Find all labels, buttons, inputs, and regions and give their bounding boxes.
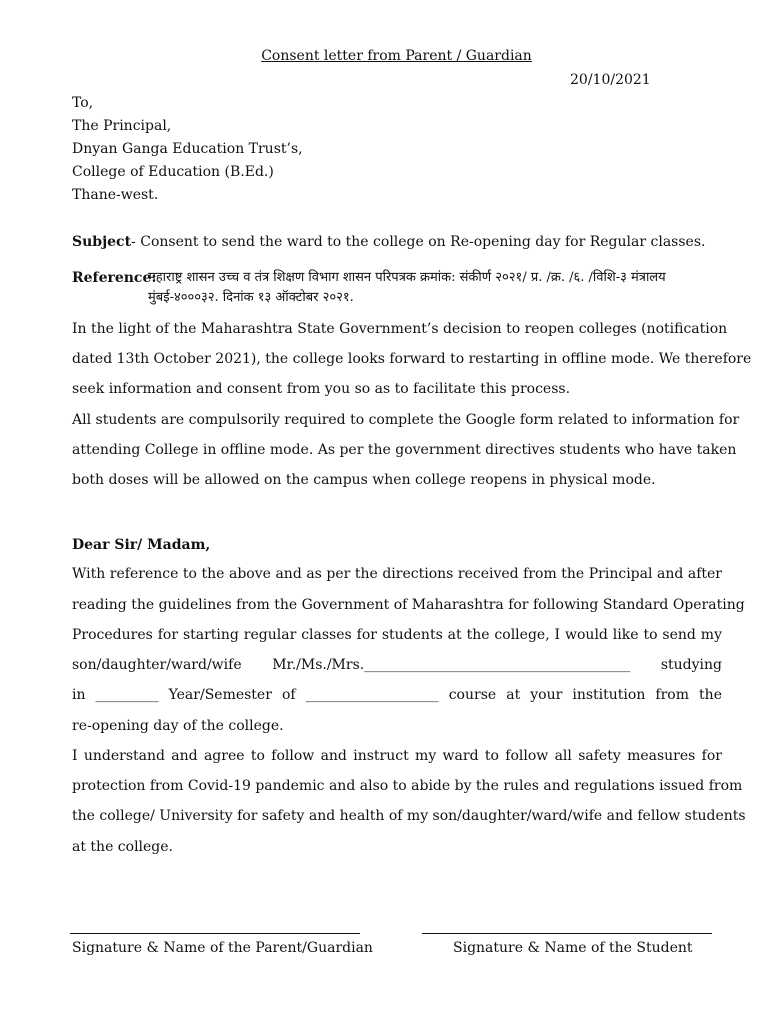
body-line: the college/ University for safety and health of my son/daughter/ward/wife and fellow students bbox=[72, 808, 746, 824]
subject-text: - Consent to send the ward to the college on Re-opening day for Regular classes. bbox=[131, 234, 706, 250]
body-line: I understand and agree to follow and instruct my ward to follow all safety measures for bbox=[72, 748, 722, 764]
subject-label: Subject bbox=[72, 234, 132, 250]
reference-line: महाराष्ट्र शासन उच्च व तंत्र शिक्षण विभाग शासन परिपत्रक क्रमांक: संकीर्ण २०२१/ प्र. /क्र. /६. /विशि-३ मंत्रालय bbox=[148, 270, 666, 285]
salutation: Dear Sir/ Madam, bbox=[72, 537, 211, 553]
body-line: With reference to the above and as per the directions received from the Principal and after bbox=[72, 566, 722, 582]
body-line: re-opening day of the college. bbox=[72, 718, 284, 734]
intro-line: In the light of the Maharashtra State Government’s decision to reopen colleges (notification bbox=[72, 321, 728, 337]
intro-line: both doses will be allowed on the campus when college reopens in physical mode. bbox=[72, 472, 656, 488]
subject-line bbox=[72, 233, 705, 251]
address-line: The Principal, bbox=[72, 118, 172, 134]
body-line: son/daughter/ward/wife Mr./Ms./Mrs.______________________________________ studying bbox=[72, 657, 722, 673]
address-line: Dnyan Ganga Education Trust’s, bbox=[72, 141, 303, 157]
body-line: protection from Covid-19 pandemic and also to abide by the rules and regulations issued from bbox=[72, 778, 743, 794]
student-signature-line bbox=[422, 933, 712, 934]
letter-date: 20/10/2021 bbox=[570, 72, 651, 88]
reference-label: Reference: bbox=[72, 270, 157, 286]
intro-line: attending College in offline mode. As per the government directives students who have taken bbox=[72, 442, 737, 458]
student-signature-label: Signature & Name of the Student bbox=[453, 940, 693, 956]
intro-line: seek information and consent from you so as to facilitate this process. bbox=[72, 381, 571, 397]
body-line: Procedures for starting regular classes for students at the college, I would like to send my bbox=[72, 627, 722, 643]
letter-title: Consent letter from Parent / Guardian bbox=[261, 48, 532, 64]
address-line: College of Education (B.Ed.) bbox=[72, 164, 274, 180]
address-line: Thane-west. bbox=[72, 187, 159, 203]
intro-line: All students are compulsorily required to complete the Google form related to information for bbox=[72, 412, 740, 428]
body-line: in _________ Year/Semester of ___________________ course at your institution from the bbox=[72, 687, 722, 703]
reference-line: मुंबई-४०००३२. दिनांक १३ ऑक्टोबर २०२१. bbox=[148, 290, 354, 305]
address-line: To, bbox=[72, 95, 94, 111]
parent-signature-line bbox=[70, 933, 360, 934]
body-line: at the college. bbox=[72, 839, 174, 855]
parent-signature-label: Signature & Name of the Parent/Guardian bbox=[72, 940, 373, 956]
intro-line: dated 13th October 2021), the college looks forward to restarting in offline mode. We therefore bbox=[72, 351, 752, 367]
body-line: reading the guidelines from the Government of Maharashtra for following Standard Operating bbox=[72, 597, 745, 613]
